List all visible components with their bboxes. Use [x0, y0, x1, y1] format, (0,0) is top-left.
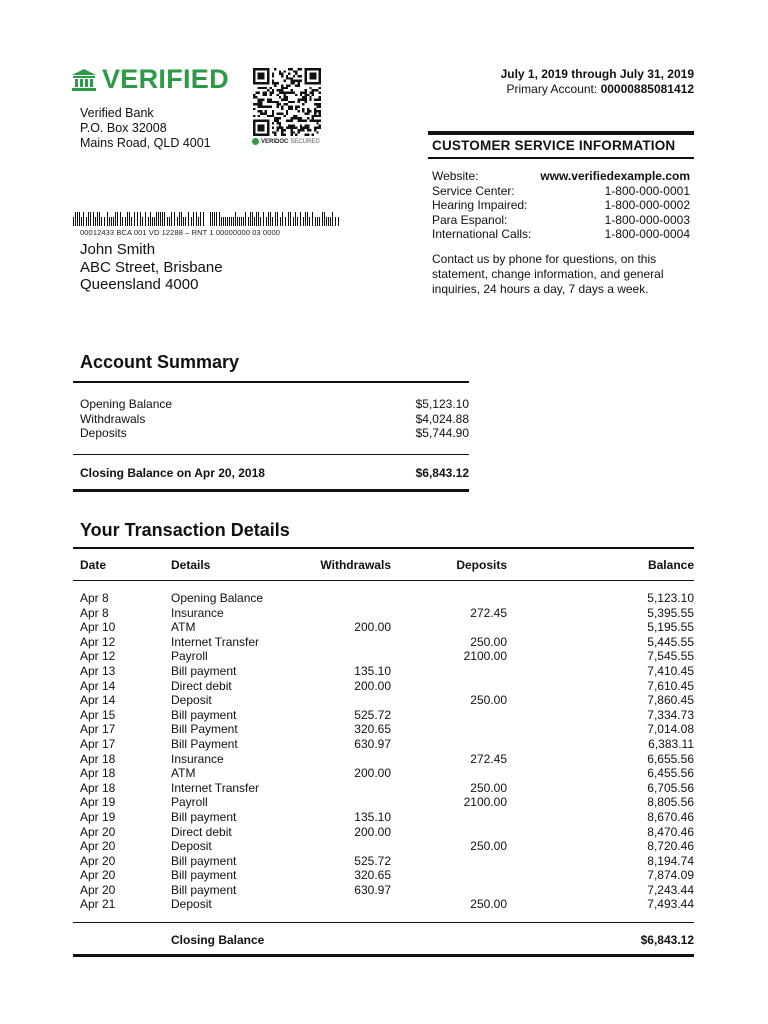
summary-label: Withdrawals — [80, 411, 146, 426]
account-summary — [73, 352, 469, 492]
recipient-region: Queensland 4000 — [80, 276, 199, 293]
cell-balance: 7,874.09 — [647, 868, 694, 883]
cell-balance: 7,545.55 — [647, 649, 694, 664]
cell-withdrawal: 320.65 — [354, 868, 391, 883]
cell-balance: 5,195.55 — [647, 620, 694, 635]
cell-details: Internet Transfer — [171, 634, 260, 649]
cell-details: Insurance — [171, 605, 224, 620]
cell-date: Apr 17 — [80, 736, 116, 751]
column-header-balance: Balance — [647, 558, 694, 572]
account-summary-title: Account Summary — [73, 352, 469, 383]
summary-row-deposits — [80, 426, 469, 441]
transaction-details — [73, 520, 694, 957]
table-row — [73, 606, 694, 621]
cell-date: Apr 17 — [80, 722, 116, 737]
cell-deposit — [391, 737, 507, 752]
transaction-details-title: Your Transaction Details — [73, 520, 694, 549]
table-row — [73, 708, 694, 723]
column-header-withdrawals: Withdrawals — [320, 558, 391, 572]
cell-date: Apr 20 — [80, 853, 116, 868]
cell-details: Bill payment — [171, 707, 237, 722]
cell-withdrawal: 200.00 — [354, 620, 391, 635]
table-row — [73, 766, 694, 781]
cs-row-website — [432, 169, 690, 184]
table-row — [73, 635, 694, 650]
bank-logo — [72, 64, 229, 95]
cell-withdrawal — [293, 795, 391, 810]
table-row — [73, 591, 694, 606]
account-summary-rows — [73, 383, 469, 441]
cell-date: Apr 14 — [80, 693, 116, 708]
cell-date: Apr 13 — [80, 663, 116, 678]
cell-balance: 7,243.44 — [647, 882, 694, 897]
cell-deposit: 2100.00 — [463, 795, 507, 810]
cell-details: Opening Balance — [171, 591, 264, 605]
cs-row-hearing-impaired — [432, 198, 690, 213]
cell-withdrawal — [293, 635, 391, 650]
cell-date: Apr 21 — [80, 897, 116, 912]
cell-deposit — [391, 591, 507, 606]
cell-deposit — [391, 664, 507, 679]
customer-service-title: CUSTOMER SERVICE INFORMATION — [428, 131, 694, 159]
cell-withdrawal: 630.97 — [354, 882, 391, 897]
brand-name: VERIFIED — [102, 64, 229, 94]
summary-row-withdrawals — [80, 412, 469, 427]
cell-balance: 5,395.55 — [647, 605, 694, 620]
cell-withdrawal — [293, 839, 391, 854]
cell-details: Bill payment — [171, 663, 237, 678]
cell-deposit — [391, 854, 507, 869]
summary-closing-label: Closing Balance on Apr 20, 2018 — [80, 465, 265, 480]
customer-service-info — [428, 131, 694, 297]
cell-deposit: 250.00 — [470, 780, 507, 795]
cell-balance: 7,334.73 — [647, 707, 694, 722]
table-row — [73, 781, 694, 796]
cs-row-international — [432, 227, 690, 242]
cell-details: Bill payment — [171, 853, 237, 868]
recipient-street: ABC Street, Brisbane — [80, 258, 223, 276]
cell-details: Deposit — [171, 693, 212, 708]
bank-address — [80, 106, 211, 151]
recipient-name: John Smith — [80, 241, 156, 258]
cell-deposit: 250.00 — [470, 693, 507, 708]
cell-deposit: 250.00 — [470, 634, 507, 649]
cell-withdrawal: 200.00 — [354, 766, 391, 781]
cell-withdrawal — [293, 693, 391, 708]
cell-balance: 8,194.74 — [647, 853, 694, 868]
cell-withdrawal: 320.65 — [354, 722, 391, 737]
cell-withdrawal — [293, 752, 391, 767]
cell-withdrawal — [293, 649, 391, 664]
postal-barcode — [73, 212, 341, 226]
table-row — [73, 722, 694, 737]
bank-address-line: P.O. Box 32008 — [80, 121, 167, 135]
cell-withdrawal: 630.97 — [354, 736, 391, 751]
bank-address-line: Mains Road, QLD 4001 — [80, 136, 211, 150]
cell-balance: 5,123.10 — [647, 591, 694, 605]
cell-details: Bill payment — [171, 882, 237, 897]
cell-balance: 6,655.56 — [647, 751, 694, 766]
cell-deposit — [391, 679, 507, 694]
cell-deposit: 250.00 — [470, 839, 507, 854]
cell-balance: 6,455.56 — [647, 766, 694, 781]
cell-deposit — [391, 868, 507, 883]
cell-withdrawal: 135.10 — [354, 663, 391, 678]
statement-dates: July 1, 2019 through July 31, 2019 — [500, 67, 694, 81]
cell-balance: 8,720.46 — [647, 839, 694, 854]
cell-date: Apr 8 — [80, 605, 109, 620]
cell-date: Apr 18 — [80, 751, 116, 766]
table-row — [73, 825, 694, 840]
cell-withdrawal: 525.72 — [354, 853, 391, 868]
cell-date: Apr 18 — [80, 766, 116, 781]
cell-balance: 7,610.45 — [647, 678, 694, 693]
cell-deposit — [391, 810, 507, 825]
cell-date: Apr 18 — [80, 780, 116, 795]
cell-details: ATM — [171, 620, 196, 635]
cell-details: Payroll — [171, 649, 208, 664]
cell-details: Direct debit — [171, 678, 232, 693]
cell-deposit — [391, 883, 507, 898]
cell-details: Bill payment — [171, 868, 237, 883]
summary-value: $5,123.10 — [415, 397, 469, 411]
cs-phone: 1-800-000-0002 — [604, 198, 690, 212]
cell-details: Internet Transfer — [171, 780, 260, 795]
veridoc-icon — [252, 138, 259, 145]
cell-date: Apr 20 — [80, 824, 116, 839]
cell-date: Apr 10 — [80, 620, 116, 635]
table-row — [73, 854, 694, 869]
cs-phone: 1-800-000-0001 — [604, 183, 690, 198]
cell-deposit: 272.45 — [470, 751, 507, 766]
transaction-closing-value: $6,843.12 — [640, 933, 694, 948]
table-row — [73, 883, 694, 898]
cell-balance: 6,705.56 — [647, 780, 694, 795]
cell-withdrawal: 525.72 — [354, 707, 391, 722]
cs-row-para-espanol — [432, 213, 690, 228]
cell-withdrawal: 200.00 — [354, 678, 391, 693]
cell-deposit: 250.00 — [470, 897, 507, 912]
qr-caption-brand: VERIDOC — [261, 138, 289, 145]
cs-phone: 1-800-000-0004 — [604, 227, 690, 241]
table-row — [73, 795, 694, 810]
cell-date: Apr 12 — [80, 634, 116, 649]
cell-date: Apr 8 — [80, 591, 109, 605]
cell-deposit — [391, 825, 507, 840]
cell-details: Bill Payment — [171, 722, 238, 737]
cell-date: Apr 20 — [80, 839, 116, 854]
cell-withdrawal: 200.00 — [354, 824, 391, 839]
cell-withdrawal — [293, 897, 391, 912]
table-row — [73, 810, 694, 825]
cell-balance: 7,860.45 — [647, 693, 694, 708]
column-header-deposits: Deposits — [456, 558, 507, 572]
qr-caption — [252, 138, 320, 145]
cell-date: Apr 15 — [80, 707, 116, 722]
table-row — [73, 897, 694, 912]
cell-withdrawal — [293, 606, 391, 621]
cs-label: Para Espanol: — [432, 212, 508, 227]
cell-details: Bill payment — [171, 809, 237, 824]
cell-deposit — [391, 766, 507, 781]
table-row — [73, 620, 694, 635]
cell-details: Deposit — [171, 839, 212, 854]
transaction-closing-label: Closing Balance — [171, 933, 265, 948]
cell-details: Direct debit — [171, 824, 232, 839]
table-row — [73, 693, 694, 708]
cell-balance: 8,670.46 — [647, 809, 694, 824]
cell-balance: 7,014.08 — [647, 722, 694, 737]
cell-date: Apr 14 — [80, 678, 116, 693]
summary-closing-value: $6,843.12 — [415, 465, 469, 480]
summary-row-opening — [80, 397, 469, 412]
table-row — [73, 868, 694, 883]
cs-label: Service Center: — [432, 183, 515, 198]
transaction-table-body — [73, 581, 694, 912]
closing-spacer — [73, 933, 171, 947]
summary-value: $4,024.88 — [415, 411, 469, 426]
website-link[interactable]: www.verifiedexample.com — [540, 169, 690, 183]
cell-deposit: 2100.00 — [463, 649, 507, 664]
cell-deposit — [391, 722, 507, 737]
customer-service-note: Contact us by phone for questions, on this statement, change information, and general inquiries, 24 hours a day, 7 days a week. — [432, 251, 664, 296]
customer-service-rows — [428, 169, 694, 242]
qr-code — [252, 68, 322, 136]
qr-caption-suffix: SECURED — [290, 138, 320, 145]
cell-details: Insurance — [171, 751, 224, 766]
primary-account — [501, 82, 694, 97]
cell-balance: 6,383.11 — [648, 736, 694, 751]
cs-phone: 1-800-000-0003 — [604, 212, 690, 227]
cell-deposit: 272.45 — [470, 605, 507, 620]
table-row — [73, 679, 694, 694]
barcode-text: 00012433 BCA 001 VD 12288 – RNT 1 00000000 03 0000 — [80, 228, 281, 237]
cell-deposit — [391, 708, 507, 723]
cell-withdrawal: 135.10 — [354, 809, 391, 824]
summary-closing-balance — [73, 455, 469, 492]
table-row — [73, 649, 694, 664]
cs-row-service-center — [432, 184, 690, 199]
bank-icon — [72, 69, 96, 91]
cell-details: Payroll — [171, 795, 208, 810]
transaction-table-header — [73, 549, 694, 581]
column-header-details: Details — [171, 558, 211, 572]
bank-address-line: Verified Bank — [80, 106, 154, 120]
cs-label: Website: — [432, 169, 479, 183]
table-row — [73, 752, 694, 767]
cell-details: ATM — [171, 766, 196, 781]
cell-details: Bill Payment — [171, 736, 238, 751]
statement-period — [501, 67, 694, 97]
cell-date: Apr 20 — [80, 882, 116, 897]
cell-balance: 5,445.55 — [647, 634, 694, 649]
cell-date: Apr 12 — [80, 649, 116, 664]
cell-date: Apr 20 — [80, 868, 116, 883]
cs-label: Hearing Impaired: — [432, 198, 528, 212]
cell-balance: 7,410.45 — [647, 663, 694, 678]
cell-balance: 8,805.56 — [647, 795, 694, 810]
summary-value: $5,744.90 — [415, 426, 469, 440]
summary-label: Opening Balance — [80, 397, 173, 411]
cell-balance: 7,493.44 — [647, 897, 694, 912]
summary-label: Deposits — [80, 426, 127, 440]
table-row — [73, 839, 694, 854]
cs-label: International Calls: — [432, 227, 532, 241]
cell-withdrawal — [293, 781, 391, 796]
cell-withdrawal — [293, 591, 391, 606]
cell-date: Apr 19 — [80, 809, 116, 824]
table-row — [73, 664, 694, 679]
cell-details: Deposit — [171, 897, 212, 912]
primary-account-label: Primary Account: — [506, 82, 598, 96]
column-header-date: Date — [80, 558, 107, 572]
cell-deposit — [391, 620, 507, 635]
recipient-address — [80, 241, 223, 294]
primary-account-number: 00000885081412 — [600, 82, 694, 96]
table-row — [73, 737, 694, 752]
cell-balance: 8,470.46 — [647, 824, 694, 839]
cell-date: Apr 19 — [80, 795, 116, 810]
transaction-closing-balance — [73, 922, 694, 957]
